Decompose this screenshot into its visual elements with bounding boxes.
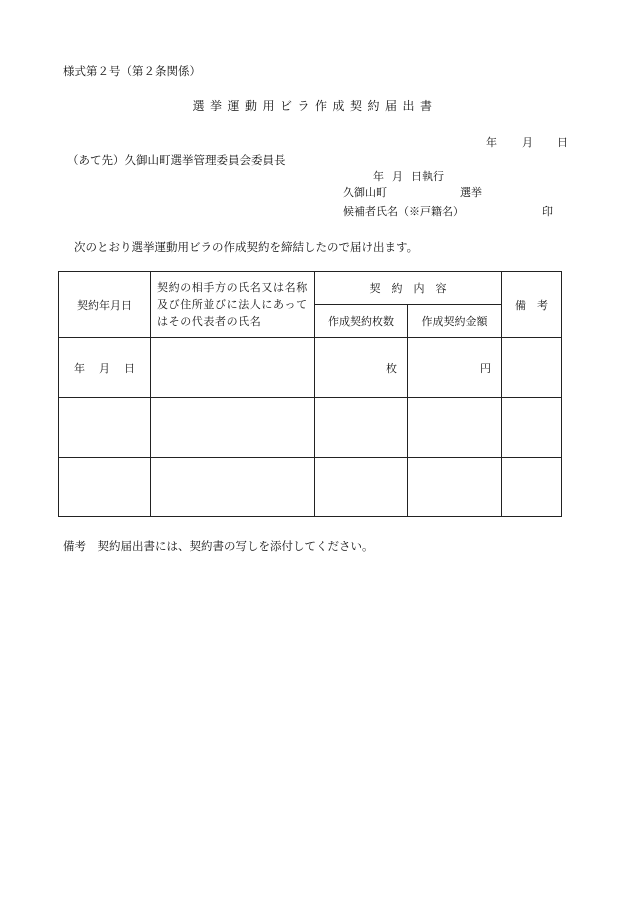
row-amount-cell[interactable] bbox=[408, 398, 502, 458]
row-notes-cell[interactable] bbox=[502, 398, 562, 458]
row-notes-cell[interactable] bbox=[502, 338, 562, 398]
election-label: 選挙 bbox=[460, 186, 482, 199]
date-month-label: 月 bbox=[522, 136, 533, 149]
row-year-label: 年 bbox=[74, 361, 85, 375]
contract-table bbox=[58, 271, 562, 517]
row-count-cell[interactable] bbox=[315, 338, 408, 398]
table-row bbox=[59, 458, 562, 517]
exec-year-label: 年 bbox=[373, 170, 384, 183]
row-count-cell[interactable] bbox=[315, 458, 408, 517]
table-row bbox=[59, 338, 562, 398]
row-count-cell[interactable] bbox=[315, 398, 408, 458]
header-sheet-count: 作成契約枚数 bbox=[315, 305, 408, 338]
header-notes: 備 考 bbox=[502, 272, 562, 338]
row-party-cell[interactable] bbox=[151, 338, 315, 398]
row-notes-cell[interactable] bbox=[502, 458, 562, 517]
header-contract-date: 契約年月日 bbox=[59, 272, 151, 338]
table-row bbox=[59, 398, 562, 458]
candidate-name-label: 候補者氏名（※戸籍名） bbox=[343, 205, 464, 218]
row-date-cell[interactable] bbox=[59, 458, 151, 517]
form-number: 様式第２号（第２条関係） bbox=[63, 64, 201, 78]
header-contract-party: 契約の相手方の氏名又は名称及び住所並びに法人にあってはその代表者の氏名 bbox=[151, 272, 315, 338]
exec-month-label: 月 bbox=[392, 170, 403, 183]
date-day-label: 日 bbox=[557, 136, 568, 149]
town-name: 久御山町 bbox=[343, 186, 387, 199]
remarks-note: 備考 契約届出書には、契約書の写しを添付してください。 bbox=[63, 539, 374, 553]
date-year-label: 年 bbox=[486, 136, 497, 149]
row-amount-cell[interactable] bbox=[408, 338, 502, 398]
row-month-label: 月 bbox=[99, 361, 110, 375]
row-day-label: 日 bbox=[124, 361, 135, 375]
row-party-cell[interactable] bbox=[151, 458, 315, 517]
row-date-cell[interactable] bbox=[59, 398, 151, 458]
seal-mark: 印 bbox=[542, 205, 553, 218]
row-amount-cell[interactable] bbox=[408, 458, 502, 517]
addressee: （あて先）久御山町選挙管理委員会委員長 bbox=[67, 153, 286, 167]
header-contract-contents: 契 約 内 容 bbox=[315, 272, 502, 305]
statement-text: 次のとおり選挙運動用ビラの作成契約を締結したので届け出ます。 bbox=[74, 240, 419, 254]
header-contract-amount: 作成契約金額 bbox=[408, 305, 502, 338]
document-title: 選挙運動用ビラ作成契約届出書 bbox=[192, 99, 438, 113]
exec-day-label: 日執行 bbox=[411, 170, 444, 183]
row-party-cell[interactable] bbox=[151, 398, 315, 458]
row-amount-unit: 円 bbox=[480, 361, 491, 375]
row-date-cell[interactable] bbox=[59, 338, 151, 398]
row-count-unit: 枚 bbox=[386, 361, 397, 375]
